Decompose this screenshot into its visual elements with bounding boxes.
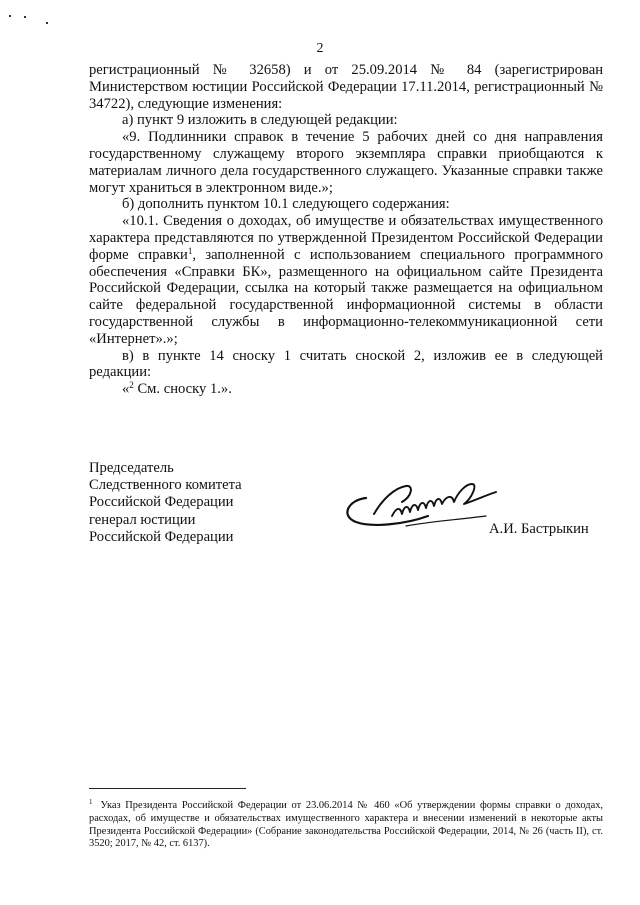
footnote-mark: 1 [89,798,93,806]
signatory-position [89,460,242,510]
scan-speck [46,22,48,24]
signatory-rank [89,512,234,546]
page-number: 2 [316,41,324,56]
position-line: Председатель [89,460,174,476]
scan-speck [9,15,11,17]
signatory-name: А.И. Бастрыкин [489,521,589,537]
rank-line: генерал юстиции [89,512,196,528]
footnote-reference: 2 [129,380,134,391]
paragraph-clause-9: «9. Подлинники справок в течение 5 рабочих дней со дня направления государственному служащему второго экземпляра справки приобщаются к материалам личного дела государственного служащего. Указанные справки также могут храниться в электронном виде.»; [89,129,603,196]
quote-open: « [122,381,130,398]
footnote [89,800,603,851]
paragraph-item-v: в) в пункте 14 сноску 1 считать сноской 2, изложив ее в следующей редакции: [89,347,603,381]
clause-10-1-text-end: , заполненной с использованием специального программного обеспечения «Справки БК», размещенного на официальном сайте Президента Российской Федерации, ссылка на который также размещается на официальном сайте федеральной государственной информационной системы в области государственной службы в информационно-телекоммуникационной сети «Интернет».»; [89,246,603,347]
rank-line: Российской Федерации [89,528,234,545]
document-body [89,62,603,398]
handwritten-signature [336,470,506,540]
scan-speck [24,16,26,18]
paragraph-continuation: регистрационный № 32658) и от 25.09.2014 № 84 (зарегистрирован Министерством юстиции Российской Федерации 17.11.2014, регистрационный № 34722), следующие изменения: [89,62,603,112]
paragraph-clause-10-1 [89,213,603,347]
footnote-2-text: См. сноску 1.». [133,381,232,398]
paragraph-item-b: б) дополнить пунктом 10.1 следующего содержания: [122,196,450,213]
footnote-separator [89,788,246,789]
footnote-reference: 1 [187,245,193,256]
clause-10-1-text-start: «10.1. Сведения о доходах, об имуществе и обязательствах имущественного характера представляются по утвержденной Президентом Российской Федерации форме справки [89,213,603,263]
position-line: Российской Федерации [89,493,234,510]
paragraph-item-a: а) пункт 9 изложить в следующей редакции: [122,112,398,129]
position-line: Следственного комитета [89,476,242,493]
paragraph-footnote-2 [89,381,603,398]
footnote-text: Указ Президента Российской Федерации от 23.06.2014 № 460 «Об утверждении формы справки о доходах, расходах, об имуществе и обязательствах имущественного характера и внесении изменений в некоторые акты Президента Российской Федерации» (Собрание законодательства Российской Федерации, 2014, № 26 (часть II), ст. 3520; 2017, № 42, ст. 6137). [89,800,603,850]
